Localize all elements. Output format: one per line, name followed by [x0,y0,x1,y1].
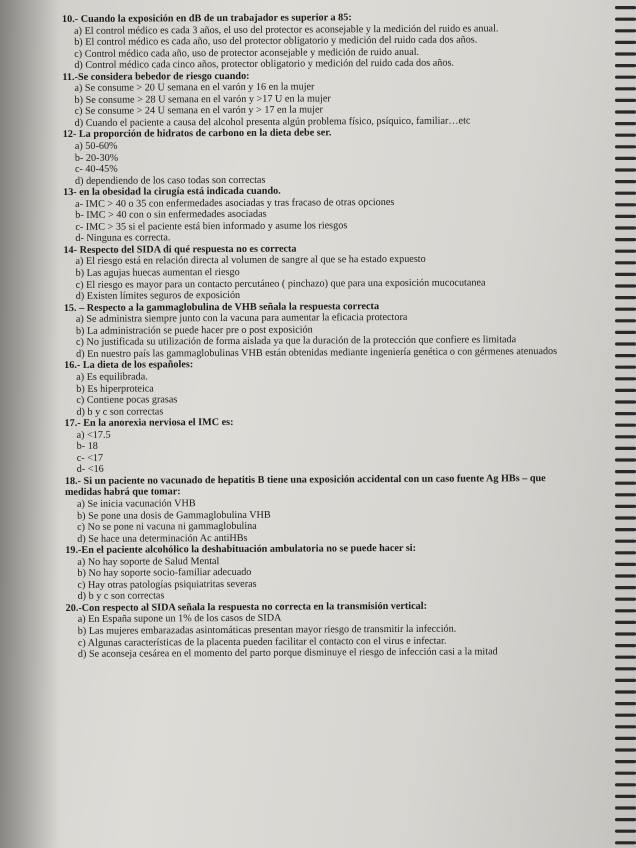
binding-ring [615,6,636,9]
option: d) En nuestro país las gammaglobulinas VHB están obtenidas mediante ingeniería genética o con gérmenes atenuados [76,345,558,360]
binding-ring [615,192,636,195]
question-title: 14- Respecto del SIDA di qué respuesta no es correcta [63,243,297,256]
option: b- IMC > 40 con o sin enfermedades asociadas [75,209,267,222]
binding-ring [615,772,636,775]
binding-ring [615,424,636,427]
binding-ring [615,667,636,670]
binding-ring [615,528,636,531]
option: d) Se hace una determinación Ac antiHBs [77,532,248,545]
question-18 [65,473,565,545]
binding-ring [615,18,636,21]
option: c) No se pone ni vacuna ni gammaglobulina [77,520,257,533]
option: a) Es equilibrada. [76,371,148,383]
option: a) <17.5 [76,429,111,441]
question-11 [62,69,562,130]
binding-ring [615,250,636,253]
binding-ring [615,586,636,589]
binding-ring [615,238,636,241]
question-15 [64,300,564,361]
binding-ring [615,319,636,322]
option: d) b y c son correctas [76,405,164,418]
binding-ring [615,725,636,728]
binding-ring [615,540,636,543]
question-12 [63,126,563,187]
option: a) Se administra siempre junto con la vacuna para aumentar la eficacia protectora [75,312,408,326]
binding-ring [615,783,636,786]
binding-ring [615,806,636,809]
binding-ring [615,470,636,473]
question-17 [64,415,564,476]
binding-ring [615,261,636,264]
option: b) El control médico es cada año, uso del protector obligatorio y medición del ruido cada dos años. [74,34,478,49]
question-title: 18.- Si un paciente no vacunado de hepatitis B tiene una exposición accidental con un caso fuente Ag HBs – que medidas habrá que tomar: [64,472,546,499]
option: a) El control médico es cada 3 años, el uso del protector es aconsejable y la medición del ruido es anual. [74,22,499,37]
option: c) Hay otras patologías psiquiatritas severas [77,578,257,591]
binding-ring [615,331,636,334]
binding-ring [615,168,636,171]
binding-ring [615,215,636,218]
binding-ring [615,203,636,206]
question-20 [66,600,566,661]
binding-ring [615,366,636,369]
option: b) Las mujeres embarazadas asintomáticas presentan mayor riesgo de transmitir la infección. [77,623,457,637]
binding-ring [615,157,636,160]
question-title: 16.- La dieta de los españoles: [64,359,194,372]
question-19 [65,542,565,603]
binding-ring [615,516,636,519]
binding-ring [615,273,636,276]
binding-ring [615,458,636,461]
question-title: 20.-Con respecto al SIDA señala la respuesta no correcta en la transmisión vertical: [65,600,428,614]
option: d) dependiendo de los caso todas son correctas [74,174,266,187]
option: b) Es hiperproteica [76,382,154,395]
binding-ring [615,400,636,403]
question-title: 13- en la obesidad la cirugía está indicada cuando. [63,185,281,199]
option: d) Se aconseja cesárea en el momento del parto porque disminuye el riesgo de infección casi a la mitad [77,646,498,660]
question-14 [63,242,563,303]
binding-ring [615,493,636,496]
option: b) Se consume > 28 U semana en el varón y >17 U en la mujer [74,93,331,106]
option: d) b y c son correctas [77,590,165,603]
option: b) No hay soporte socio-familiar adecuado [77,567,252,580]
option: a- IMC > 40 o 35 con enfermedades asociadas y tras fracaso de otras opciones [75,196,395,210]
binding-ring [615,447,636,450]
binding-ring [615,52,636,55]
option: b) Se pone una dosis de Gammaglobulina VHB [77,509,271,522]
option: d- <16 [76,464,104,476]
binding-ring [615,87,636,90]
option: a) En España supone un 1% de los casos de SIDA [77,613,282,626]
binding-ring [615,609,636,612]
option: b- 20-30% [74,152,119,164]
binding-ring [615,308,636,311]
option: d- Ninguna es correcta. [75,232,171,245]
option: a) El riesgo está en relación directa al volumen de sangre al que se ha estado expuesto [75,254,426,268]
option: c) Se consume > 24 U semana en el varón y > 17 en la mujer [74,104,323,118]
option: b) Las agujas huecas aumentan el riesgo [75,266,240,279]
option: d) Existen límites seguros de exposición [75,290,241,303]
binding-ring [615,354,636,357]
option: c) El riesgo es mayor para un contacto percutáneo ( pinchazo) que para una exposición mucocutanea [75,276,486,291]
binding-ring [615,714,636,717]
binding-ring [615,29,636,32]
binding-ring [615,795,636,798]
binding-ring [615,656,636,659]
option: c) Contiene pocas grasas [76,394,178,406]
question-title: 10.- Cuando la exposición en dB de un trabajador es superior a 85: [62,12,352,25]
option: a) 50-60% [74,140,118,152]
binding-ring [615,99,636,102]
binding-ring [615,621,636,624]
option: b) La administración se puede hacer pre o post exposición [75,324,313,337]
option: a) No hay soporte de Salud Mental [77,555,220,568]
binding-ring [615,551,636,554]
option: a) Se inicia vacunación VHB [76,498,196,510]
question-10 [62,11,562,72]
binding-ring [615,830,636,833]
binding-ring [615,41,636,44]
binding-ring [615,702,636,705]
binding-ring [615,818,636,821]
binding-ring [615,412,636,415]
question-title: 12- La proporción de hidratos de carbono en la dieta debe ser. [62,127,332,141]
binding-ring [615,64,636,67]
option: b- 18 [76,441,98,453]
binding-ring [615,377,636,380]
binding-ring [615,122,636,125]
option: c- 40-45% [74,163,118,176]
binding-ring [615,690,636,693]
binding-ring [615,284,636,287]
question-title: 19.-En el paciente alcohólico la deshabituación ambulatoria no se puede hacer si: [65,543,417,557]
binding-ring [615,841,636,844]
option: d) Cuando el paciente a causa del alcohol presenta algún problema físico, psíquico, familiar…etc [74,115,471,129]
question-13 [63,184,563,245]
binding-ring [615,389,636,392]
binding-ring [615,748,636,751]
spiral-binding [612,0,636,848]
binding-ring [615,145,636,148]
option: d) Control médico cada cinco años, protector obligatorio y medición del ruido cada dos años. [74,57,455,72]
option: c- <17 [76,452,104,464]
question-title: 17.- En la anorexia nerviosa el IMC es: [64,417,234,430]
binding-ring [615,180,636,183]
option: a) Se consume > 20 U semana en el varón y 16 en la mujer [74,81,315,95]
option: c) Algunas características de la placenta pueden facilitar el contacto con el virus e infectar. [77,635,447,649]
binding-ring [615,632,636,635]
binding-ring [615,435,636,438]
binding-ring [615,505,636,508]
binding-ring [615,644,636,647]
binding-ring [615,342,636,345]
binding-ring [615,563,636,566]
binding-ring [615,134,636,137]
option: c) No justificada su utilización de forma aislada ya que la duración de la protección que confiere es limitada [75,334,517,349]
binding-ring [615,76,636,79]
question-title: 15. – Respecto a la gammaglobulina de VHB señala la respuesta correcta [63,300,380,314]
binding-ring [615,574,636,577]
page-shadow [0,0,60,848]
option: c- IMC > 35 si el paciente está bien informado y asume los riesgos [75,220,348,233]
binding-ring [615,296,636,299]
binding-ring [615,482,636,485]
option: c) Control médico cada año, uso de protector aconsejable y medición de ruido anual. [74,46,420,60]
binding-ring [615,679,636,682]
question-list [62,11,566,661]
binding-ring [615,110,636,113]
binding-ring [615,226,636,229]
binding-ring [615,598,636,601]
question-title: 11.-Se considera bebedor de riesgo cuando: [62,70,250,83]
question-16 [64,357,564,418]
binding-ring [615,760,636,763]
binding-ring [615,737,636,740]
